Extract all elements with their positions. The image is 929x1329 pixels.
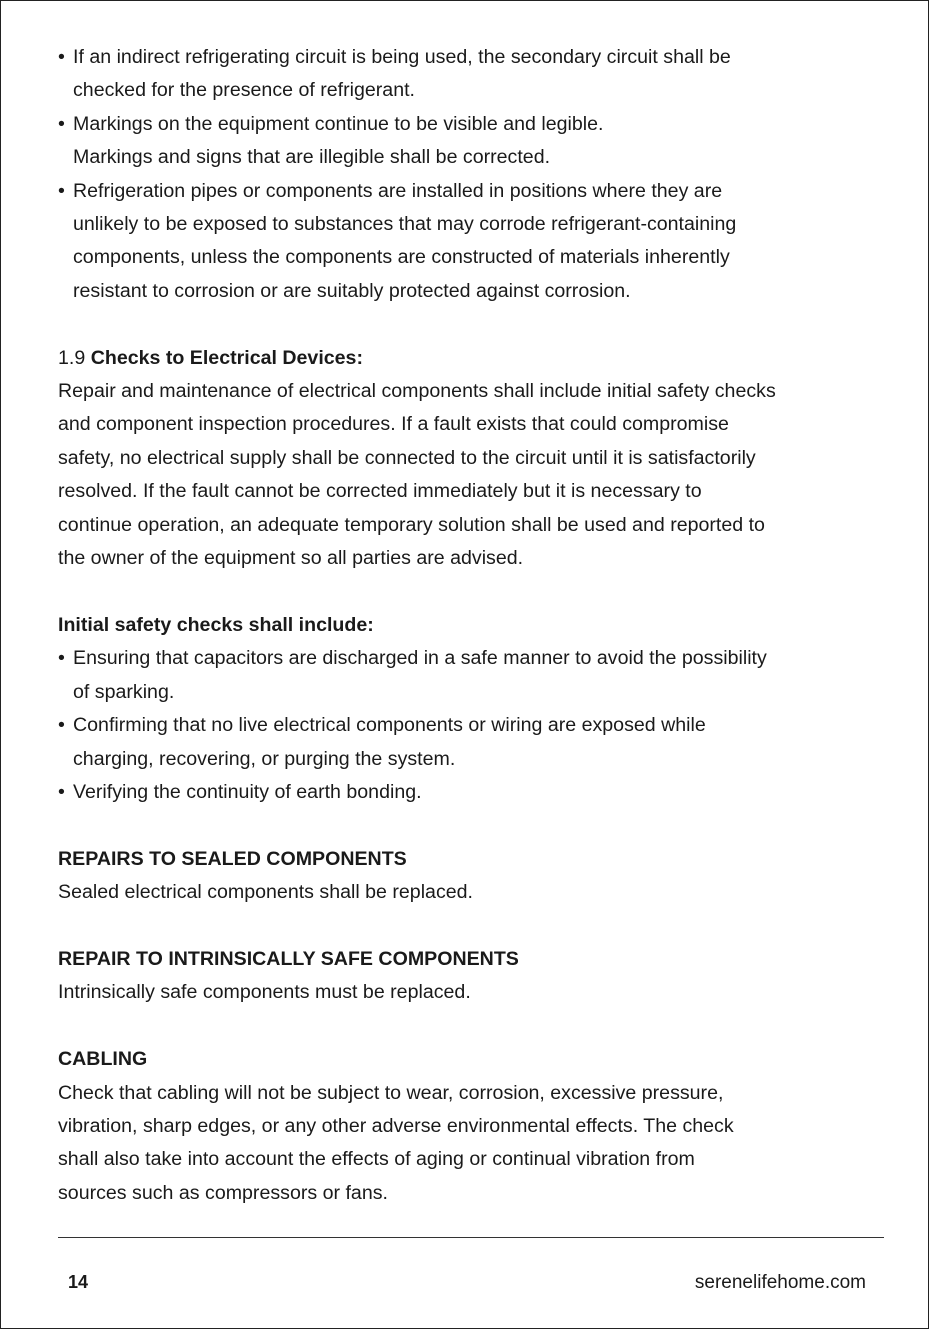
bullet-item	[58, 642, 878, 709]
electrical-paragraph	[58, 375, 878, 575]
paragraph-line: safety, no electrical supply shall be connected to the circuit until it is satisfactorily	[58, 446, 756, 469]
section-spacer	[58, 575, 878, 608]
footer-divider	[58, 1237, 884, 1238]
section-spacer	[58, 809, 878, 842]
paragraph-line: shall also take into account the effects of aging or continual vibration from	[58, 1148, 695, 1171]
bullet-line: Markings on the equipment continue to be visible and legible.	[73, 112, 604, 135]
bullet-item	[58, 41, 878, 108]
paragraph-line: the owner of the equipment so all parties are advised.	[58, 547, 524, 570]
section-spacer	[58, 910, 878, 943]
bullet-line: unlikely to be exposed to substances that may corrode refrigerant-containing	[73, 213, 737, 236]
paragraph-line: and component inspection procedures. If a fault exists that could compromise	[58, 413, 729, 436]
bullet-line: If an indirect refrigerating circuit is being used, the secondary circuit shall be	[73, 46, 731, 68]
bullet-line: Ensuring that capacitors are discharged in a safe manner to avoid the possibility	[73, 647, 767, 670]
paragraph-line: sources such as compressors or fans.	[58, 1181, 388, 1204]
bullet-item	[58, 175, 878, 309]
paragraph-line: continue operation, an adequate temporary solution shall be used and reported to	[58, 513, 765, 536]
intrinsic-heading: REPAIR TO INTRINSICALLY SAFE COMPONENTS	[58, 947, 519, 970]
paragraph-line: Repair and maintenance of electrical components shall include initial safety checks	[58, 380, 776, 403]
sealed-heading: REPAIRS TO SEALED COMPONENTS	[58, 847, 407, 870]
intrinsic-text: Intrinsically safe components must be replaced.	[58, 981, 471, 1004]
paragraph-line: Check that cabling will not be subject to wear, corrosion, excessive pressure,	[58, 1081, 724, 1104]
sealed-text: Sealed electrical components shall be replaced.	[58, 881, 473, 904]
bullet-line: Confirming that no live electrical components or wiring are exposed while	[73, 714, 706, 737]
bullet-item	[58, 108, 878, 175]
bullet-dot: •	[58, 780, 65, 803]
page-content	[58, 41, 878, 1210]
cabling-paragraph	[58, 1077, 878, 1211]
initial-checks-heading: Initial safety checks shall include:	[58, 613, 374, 636]
intro-bullet-list	[58, 41, 878, 308]
bullet-item	[58, 709, 878, 776]
bullet-dot: •	[58, 179, 65, 202]
initial-checks-list	[58, 642, 878, 809]
paragraph-line: resolved. If the fault cannot be corrected immediately but it is necessary to	[58, 480, 702, 503]
bullet-line: charging, recovering, or purging the system.	[73, 747, 456, 770]
bullet-line: of sparking.	[73, 680, 175, 703]
bullet-line: components, unless the components are constructed of materials inherently	[73, 246, 730, 269]
bullet-item	[58, 776, 878, 809]
bullet-line: Refrigeration pipes or components are installed in positions where they are	[73, 179, 723, 202]
section-title: Checks to Electrical Devices:	[90, 346, 363, 369]
cabling-heading: CABLING	[58, 1048, 148, 1071]
bullet-dot: •	[58, 46, 65, 68]
section-number: 1.9	[58, 346, 86, 369]
bullet-line: resistant to corrosion or are suitably protected against corrosion.	[73, 279, 631, 302]
bullet-line: Verifying the continuity of earth bonding.	[73, 780, 422, 803]
paragraph-line: vibration, sharp edges, or any other adverse environmental effects. The check	[58, 1114, 734, 1137]
bullet-dot: •	[58, 112, 65, 135]
bullet-dot: •	[58, 714, 65, 737]
bullet-dot: •	[58, 647, 65, 670]
page-number: 14	[68, 1272, 89, 1292]
section-spacer	[58, 308, 878, 341]
website-url: serenelifehome.com	[694, 1272, 866, 1293]
electrical-heading	[58, 342, 878, 375]
bullet-line: Markings and signs that are illegible shall be corrected.	[73, 146, 551, 169]
bullet-line: checked for the presence of refrigerant.	[73, 79, 415, 102]
section-spacer	[58, 1010, 878, 1043]
